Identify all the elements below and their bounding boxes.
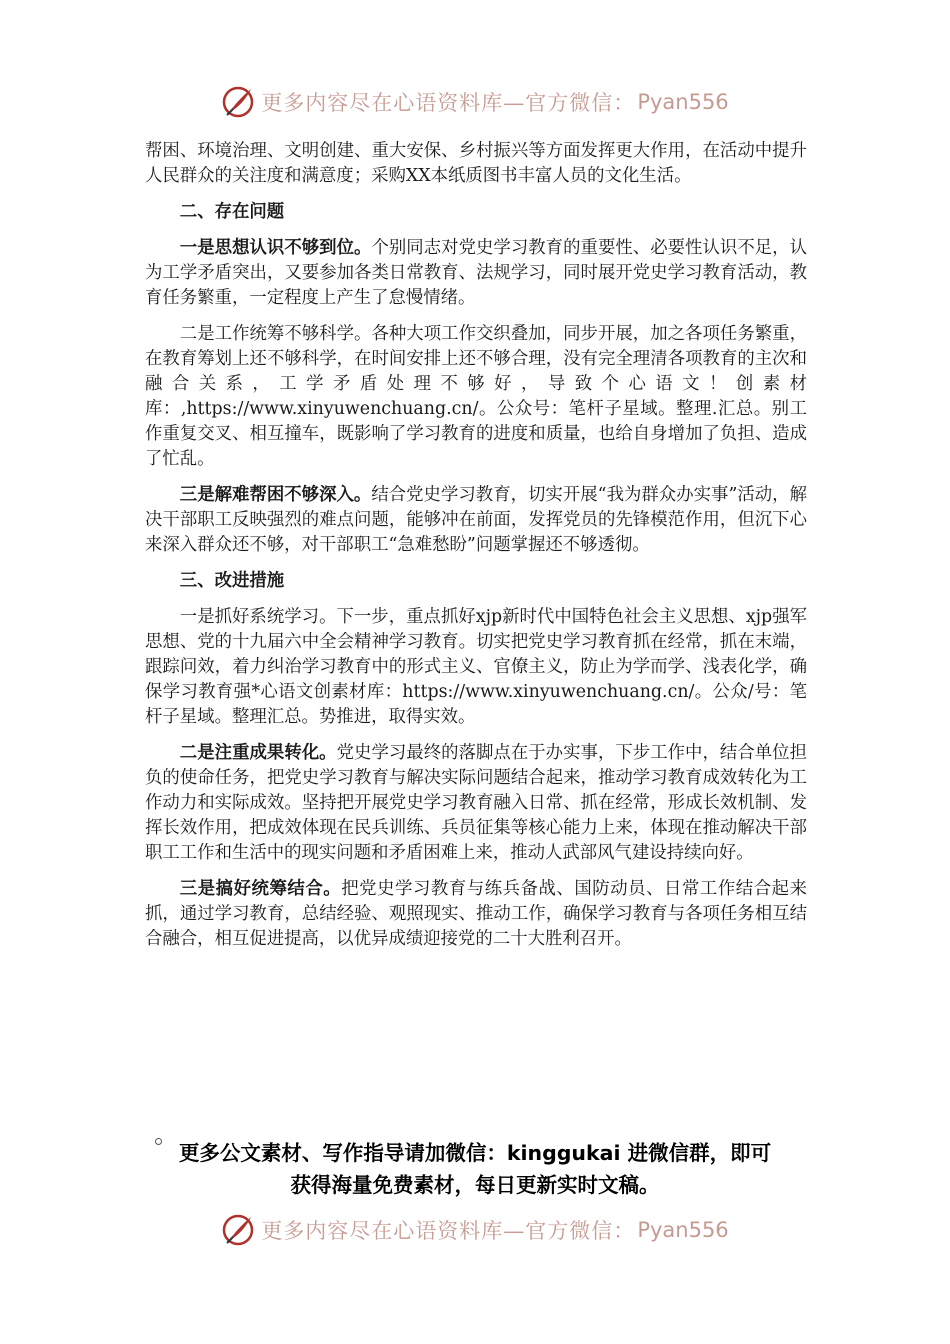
paragraph-measure-2 [145,741,807,866]
paragraph-problem-1 [145,236,807,311]
promo-text [140,1137,810,1201]
feather-pen-logo-icon [221,1213,255,1247]
section-heading-measures: 三、改进措施 [179,571,285,591]
banner-title: 更多内容尽在心语资料库—官方微信： [261,91,636,115]
feather-pen-logo-icon [221,85,255,119]
footer-banner [0,1210,950,1250]
paragraph-measure-1: 一是抓好系统学习。下一步，重点抓好xjp新时代中国特色社会主义思想、xjp强军思想、党的十九届六中全会精神学习教育。切实把党史学习教育抓在经常，抓在末端，跟踪问效，着力纠治学习教育中的形式主义、官僚主义，防止为学而学、浅表化学，确保学习教育强*心语文创素材库：https://www.xinyuwenchuang.cn/。公众/号：笔杆子星域。整理汇总。势推进，取得实效。 [145,607,807,727]
body-text: 结合党史学习教育，切实开展“我为群众办实事”活动，解决干部职工反映强烈的难点问题，能够冲在前面，发挥党员的先锋模范作用，但沉下心来深入群众还不够，对干部职工“急难愁盼”问题掌握还不够透彻。 [145,485,807,555]
lead-text: 二是注重成果转化。 [179,743,337,763]
paragraph-problem-2: 二是工作统筹不够科学。各种大项工作交织叠加，同步开展，加之各项任务繁重，在教育筹划上还不够科学，在时间安排上还不够合理，没有完全理清各项教育的主次和融合关系，工学矛盾处理不够好，导致个心语文！创素材库：,https://www.xinyuwenchuang.cn/。公众号：笔杆子星域。整理.汇总。别工作重复交叉、相互撞车，既影响了学习教育的进度和质量，也给自身增加了负担、造成了忙乱。 [145,324,807,469]
header-banner [0,82,950,122]
body-text: 把党史学习教育与练兵备战、国防动员、日常工作结合起来抓，通过学习教育，总结经验、观照现实、推动工作，确保学习教育与各项任务相互结合融合，相互促进提高，以优异成绩迎接党的二十大胜利召开。 [145,879,807,949]
paragraph-measure-3 [145,877,807,952]
document-body [145,139,807,963]
lead-text: 一是思想认识不够到位。 [179,238,372,258]
promo-line-2: 获得海量免费素材，每日更新实时文稿。 [290,1173,660,1197]
banner-title: 更多内容尽在心语资料库—官方微信： [261,1219,636,1243]
lead-text: 三是解难帮困不够深入。 [179,485,372,505]
body-text: 个别同志对党史学习教育的重要性、必要性认识不足，认为工学矛盾突出，又要参加各类日常教育、法规学习，同时展开党史学习教育活动，教育任务繁重，一定程度上产生了怠慢情绪。 [145,238,807,308]
promo-line-1: 更多公文素材、写作指导请加微信：kinggukai 进微信群，即可 [178,1141,772,1165]
paragraph-problem-3 [145,483,807,558]
banner-wechat-id: Pyan556 [637,90,729,114]
lead-text: 三是搞好统筹结合。 [179,879,342,899]
section-heading-problems: 二、存在问题 [179,202,285,222]
body-text: 党史学习最终的落脚点在于办实事，下步工作中，结合单位担负的使命任务，把党史学习教育与解决实际问题结合起来，推动学习教育成效转化为工作动力和实际成效。坚持把开展党史学习教育融入日常、抓在经常，形成长效机制、发挥长效作用，把成效体现在民兵训练、兵员征集等核心能力上来，体现在推动解决干部职工工作和生活中的现实问题和矛盾困难上来，推动人武部风气建设持续向好。 [145,743,807,863]
paragraph-continued: 帮困、环境治理、文明创建、重大安保、乡村振兴等方面发挥更大作用，在活动中提升人民群众的关注度和满意度；采购XX本纸质图书丰富人员的文化生活。 [145,141,807,186]
banner-wechat-id: Pyan556 [637,1218,729,1242]
